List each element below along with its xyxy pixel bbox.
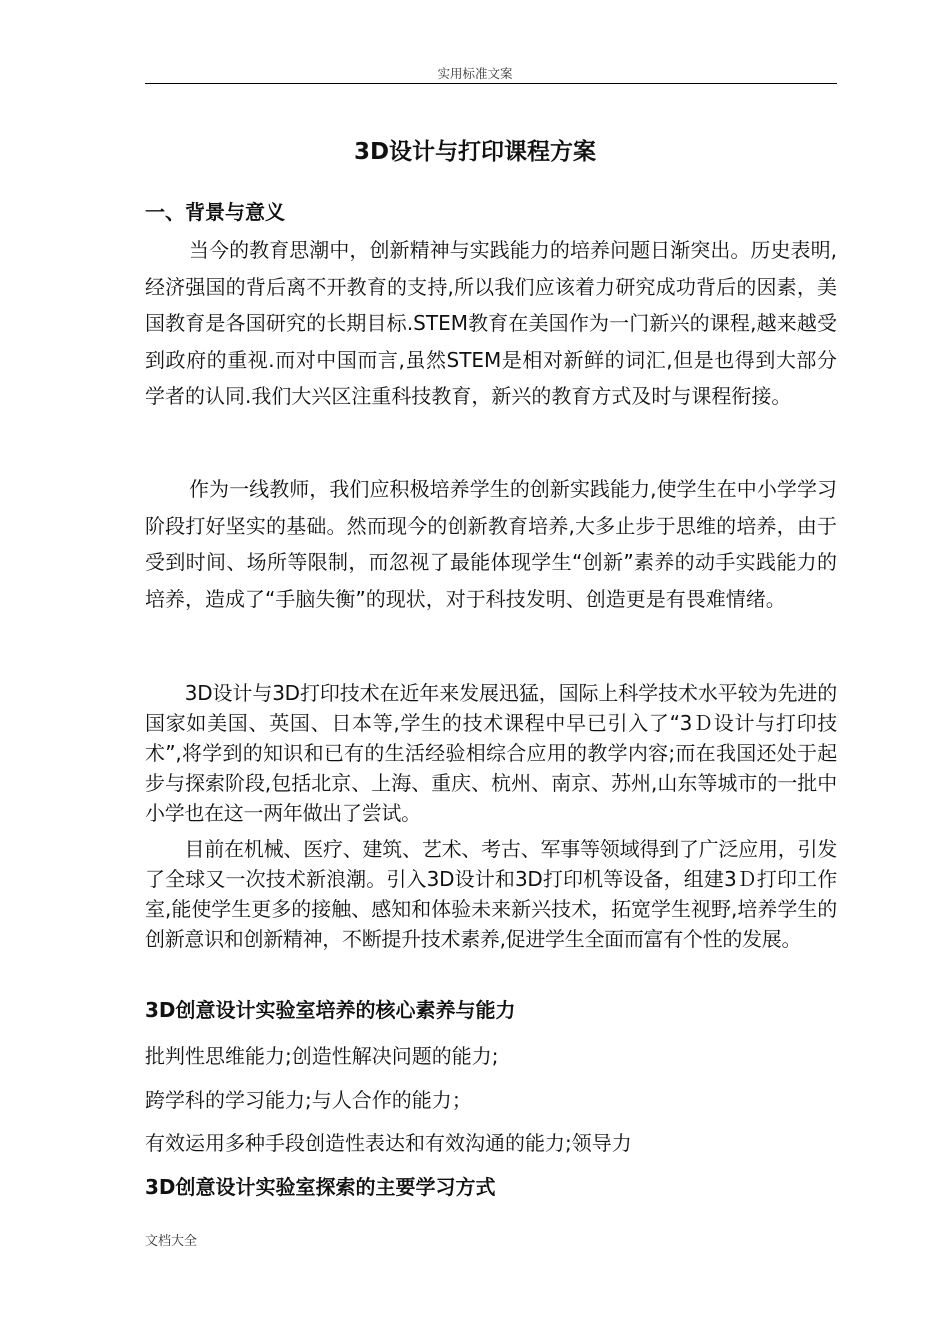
paragraph-3d-technology: 3D设计与3D打印技术在近年来发展迅猛，国际上科学技术水平较为先进的国家如美国、英国、日本等,学生的技术课程中早已引入了“3Ｄ设计与打印技术”,将学到的知识和已有的生活经验相综合应用的教学内容;而在我国还处于起步与探索阶段,包括北京、上海、重庆、杭州、南京、苏州,山东等城市的一批中小学也在这一两年做出了尝试。 (145, 681, 837, 825)
section-heading-core-competencies: 3D创意设计实验室培养的核心素养与能力 (145, 998, 516, 1022)
paragraph-applications: 目前在机械、医疗、建筑、艺术、考古、军事等领域得到了广泛应用，引发了全球又一次技术新浪潮。引入3D设计和3D打印机等设备，组建3Ｄ打印工作室,能使学生更多的接触、感知和体验未来新兴技术，拓宽学生视野,培养学生的创新意识和创新精神，不断提升技术素养,促进学生全面而富有个性的发展。 (145, 837, 837, 951)
header-divider (145, 83, 837, 84)
competency-item: 有效运用多种手段创造性表达和有效沟通的能力;领导力 (145, 1131, 632, 1155)
competency-item: 跨学科的学习能力;与人合作的能力； (145, 1088, 472, 1112)
paragraph-background-1: 当今的教育思潮中，创新精神与实践能力的培养问题日渐突出。历史表明,经济强国的背后离不开教育的支持,所以我们应该着力研究成功背后的因素，美国教育是各国研究的长期目标.STEM教育在美国作为一门新兴的课程,越来越受到政府的重视.而对中国而言,虽然STEM是相对新鲜的词汇,但是也得到大部分学者的认同.我们大兴区注重科技教育，新兴的教育方式及时与课程衔接。 (145, 238, 837, 408)
paragraph-background-2: 作为一线教师，我们应积极培养学生的创新实践能力,使学生在中小学学习阶段打好坚实的基础。然而现今的创新教育培养,大多止步于思维的培养，由于受到时间、场所等限制，而忽视了最能体现学生“创新”素养的动手实践能力的培养，造成了“手脑失衡”的现状，对于科技发明、创造更是有畏难情绪。 (145, 477, 837, 611)
document-title: 3D设计与打印课程方案 (353, 139, 597, 165)
page-footer: 文档大全 (145, 1234, 198, 1249)
section-heading-learning-methods: 3D创意设计实验室探索的主要学习方式 (145, 1175, 496, 1199)
section-heading-background: 一、背景与意义 (145, 200, 285, 224)
competency-item: 批判性思维能力;创造性解决问题的能力; (145, 1044, 499, 1068)
page-header: 实用标准文案 (437, 66, 513, 81)
